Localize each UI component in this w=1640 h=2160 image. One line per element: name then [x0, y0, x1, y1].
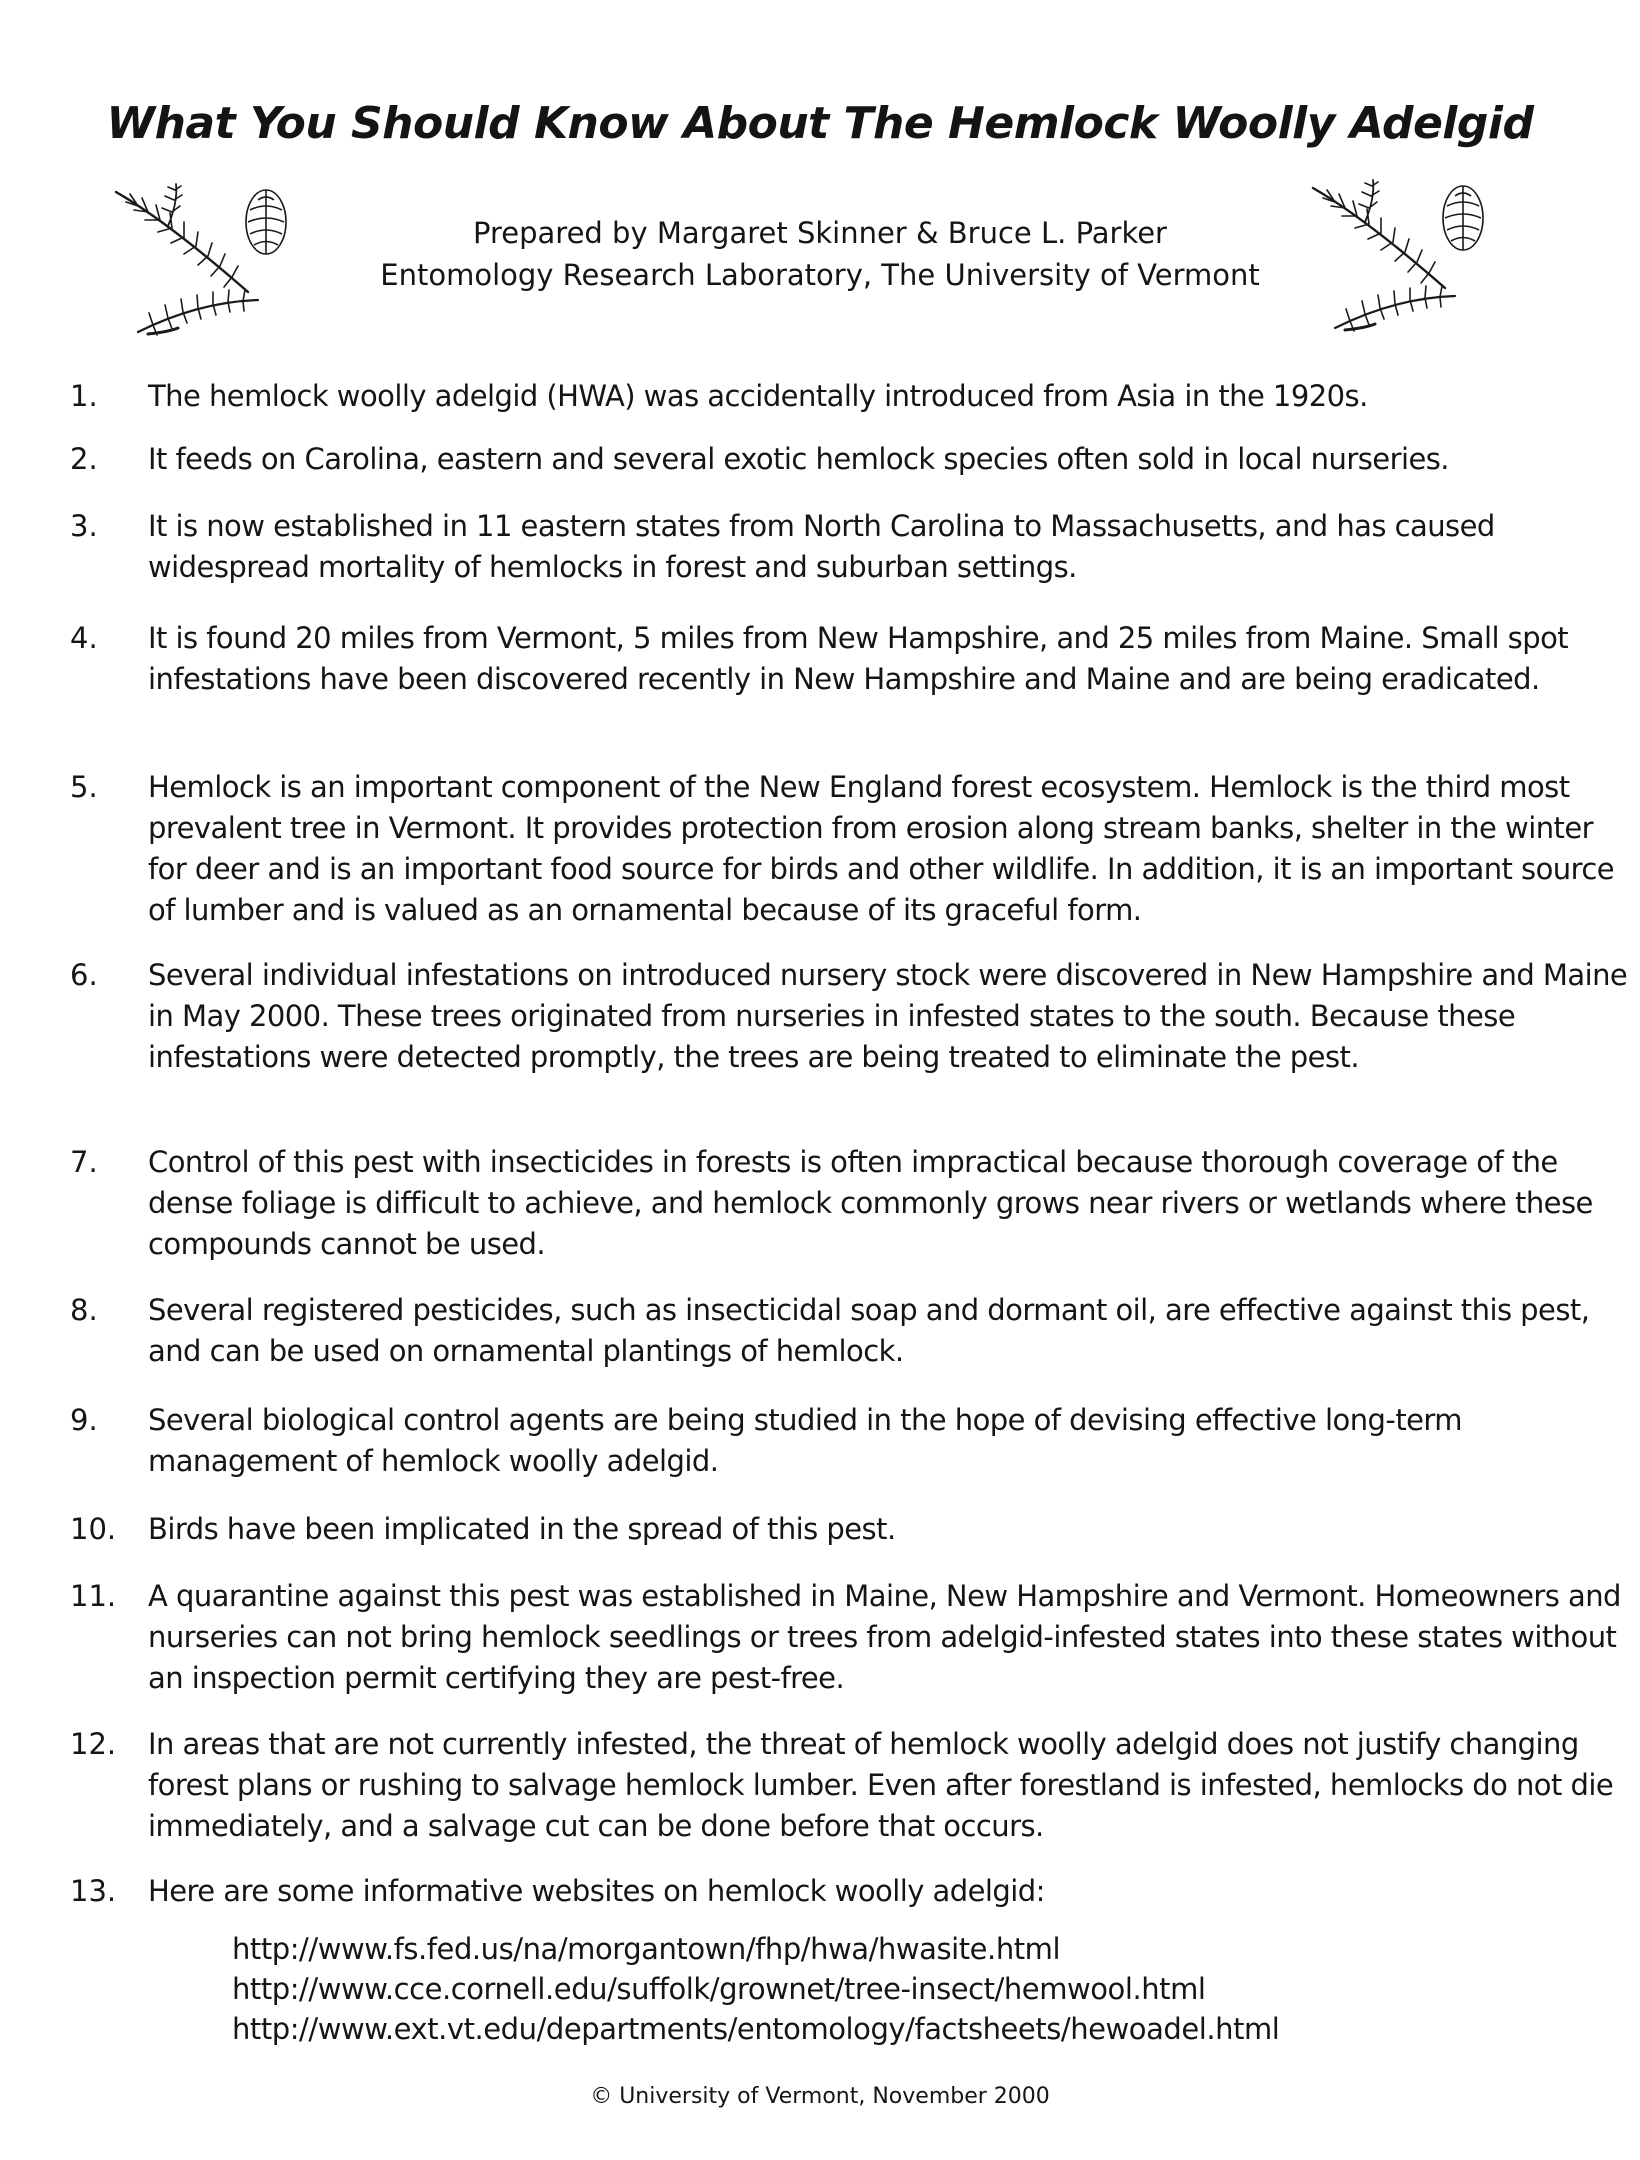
- item-text: A quarantine against this pest was established in Maine, New Hampshire and Vermont. Homeowners and nurseries can not bring hemlock seedlings or trees from adelgid-infested states into these states without an inspection permit certifying they are pest-free.: [148, 1579, 1621, 1695]
- item-number: 7.: [70, 1145, 98, 1179]
- item-number: 4.: [70, 621, 98, 655]
- item-text: Several individual infestations on introduced nursery stock were discovered in New Hampshire and Maine in May 2000. These trees originated from nurseries in infested states to the south. Because these infestations were detected promptly, the trees are being treated to eliminate the pest.: [148, 958, 1628, 1074]
- item-number: 5.: [70, 770, 98, 804]
- item-number: 1.: [70, 379, 98, 413]
- item-text: It feeds on Carolina, eastern and several exotic hemlock species often sold in local nurseries.: [148, 442, 1449, 476]
- authors-line: Prepared by Margaret Skinner & Bruce L. Parker: [473, 216, 1167, 250]
- item-text: It is found 20 miles from Vermont, 5 miles from New Hampshire, and 25 miles from Maine. Small spot infestations have been discovered recently in New Hampshire and Maine and are being eradicated.: [148, 621, 1569, 696]
- item-text: It is now established in 11 eastern states from North Carolina to Massachusetts, and has caused widespread mortality of hemlocks in forest and suburban settings.: [148, 509, 1495, 584]
- item-text: Several biological control agents are being studied in the hope of devising effective long-term management of hemlock woolly adelgid.: [148, 1403, 1462, 1478]
- website-links: [232, 1929, 1432, 2049]
- item-number: 3.: [70, 509, 98, 543]
- byline: [300, 212, 1340, 296]
- website-link[interactable]: http://www.fs.fed.us/na/morgantown/fhp/hwa/hwasite.html: [232, 1932, 1061, 1966]
- hemlock-branch-with-cone-icon: [108, 182, 304, 340]
- website-link[interactable]: http://www.ext.vt.edu/departments/entomology/factsheets/hewoadel.html: [232, 2012, 1280, 2046]
- item-number: 9.: [70, 1403, 98, 1437]
- item-text: Several registered pesticides, such as insecticidal soap and dormant oil, are effective against this pest, and can be used on ornamental plantings of hemlock.: [148, 1293, 1590, 1368]
- item-number: 10.: [70, 1512, 117, 1546]
- item-number: 2.: [70, 442, 98, 476]
- copyright-footer: © University of Vermont, November 2000: [590, 2084, 1050, 2109]
- item-number: 8.: [70, 1293, 98, 1327]
- item-text: The hemlock woolly adelgid (HWA) was accidentally introduced from Asia in the 1920s.: [148, 379, 1368, 413]
- item-text: Birds have been implicated in the spread of this pest.: [148, 1512, 896, 1546]
- affiliation-line: Entomology Research Laboratory, The University of Vermont: [380, 258, 1260, 292]
- website-link[interactable]: http://www.cce.cornell.edu/suffolk/grownet/tree-insect/hemwool.html: [232, 1972, 1206, 2006]
- item-number: 13.: [70, 1874, 117, 1908]
- item-text: In areas that are not currently infested, the threat of hemlock woolly adelgid does not justify changing forest plans or rushing to salvage hemlock lumber. Even after forestland is infested, hemlocks do not die immediately, and a salvage cut can be done before that occurs.: [148, 1727, 1614, 1843]
- item-text: Control of this pest with insecticides in forests is often impractical because thorough coverage of the dense foliage is difficult to achieve, and hemlock commonly grows near rivers or wetlands where these compounds cannot be used.: [148, 1145, 1593, 1261]
- page-title: What You Should Know About The Hemlock Woolly Adelgid: [106, 98, 1534, 149]
- item-text: Hemlock is an important component of the New England forest ecosystem. Hemlock is the third most prevalent tree in Vermont. It provides protection from erosion along stream banks, shelter in the winter for deer and is an important food source for birds and other wildlife. In addition, it is an important source of lumber and is valued as an ornamental because of its graceful form.: [148, 770, 1615, 927]
- item-text: Here are some informative websites on hemlock woolly adelgid:: [148, 1874, 1045, 1908]
- item-number: 6.: [70, 958, 98, 992]
- item-number: 12.: [70, 1727, 117, 1761]
- item-number: 11.: [70, 1579, 117, 1613]
